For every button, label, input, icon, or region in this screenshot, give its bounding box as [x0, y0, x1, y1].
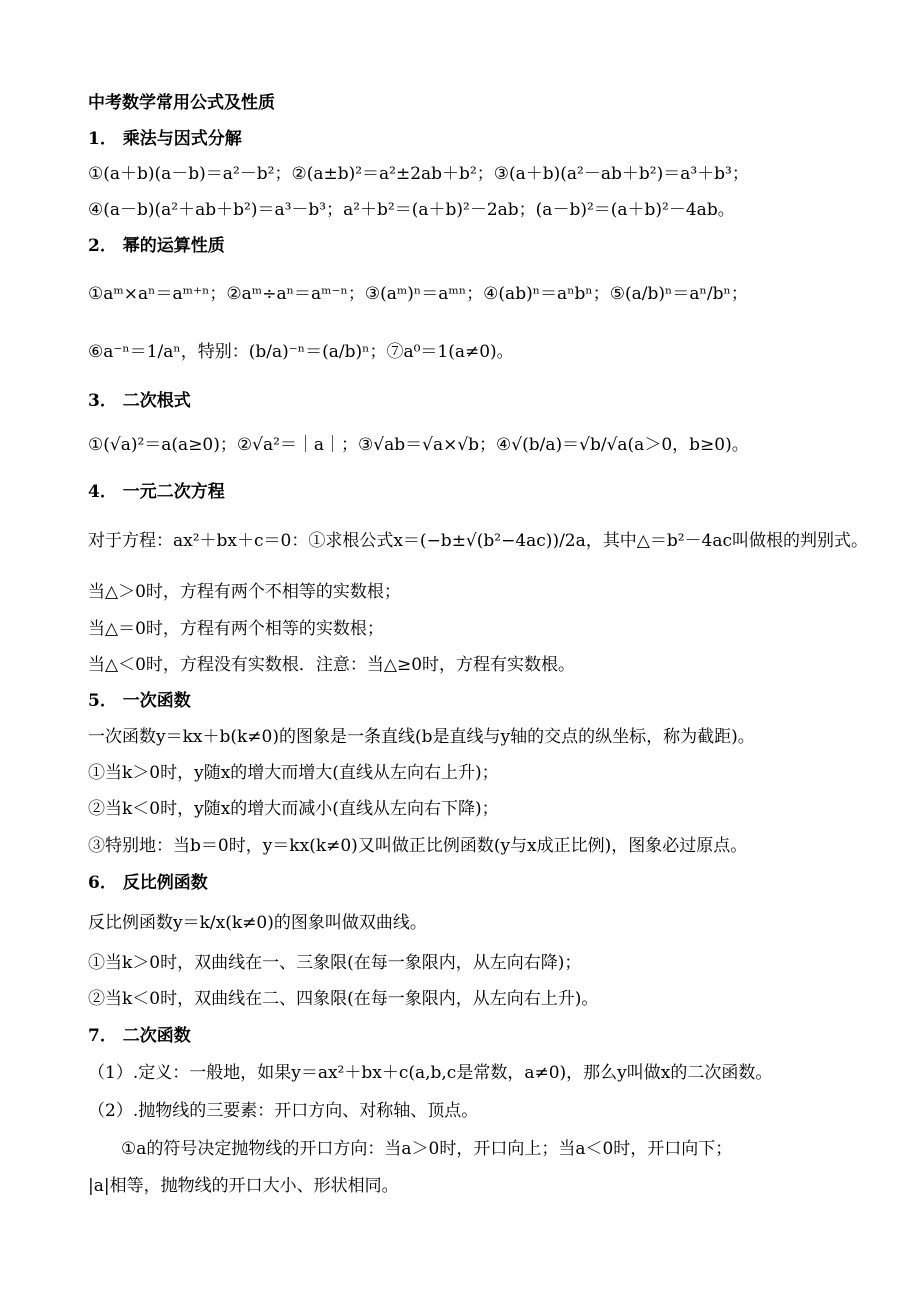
section-heading: 3． 二次根式 [88, 391, 191, 411]
section-heading: 5． 一次函数 [88, 691, 191, 711]
text-line: 当△＞0时，方程有两个不相等的实数根； [88, 582, 401, 602]
text-line: 反比例函数y＝k/x(k≠0)的图象叫做双曲线。 [88, 913, 427, 933]
text-line: ①a的符号决定抛物线的开口方向：当a＞0时，开口向上；当a＜0时，开口向下； [121, 1139, 733, 1159]
formula-line: 对于方程：ax²＋bx＋c＝0：①求根公式x＝(−b±√(b²−4ac))/2a，其中△＝b²－4ac叫做根的判别式。 [88, 531, 868, 551]
text-line: |a|相等，抛物线的开口大小、形状相同。 [88, 1176, 399, 1196]
section-heading: 2． 幂的运算性质 [88, 236, 225, 256]
formula-line: ①(a＋b)(a－b)＝a²－b²；②(a±b)²＝a²±2ab＋b²；③(a＋b)(a²－ab＋b²)＝a³＋b³； [88, 164, 749, 184]
text-line: ①当k＞0时，双曲线在一、三象限(在每一象限内，从左向右降)； [88, 953, 582, 973]
section-heading: 4． 一元二次方程 [88, 482, 225, 502]
section-heading: 1． 乘法与因式分解 [88, 129, 242, 149]
text-line: （2）.抛物线的三要素：开口方向、对称轴、顶点。 [88, 1101, 479, 1121]
text-line: 当△＝0时，方程有两个相等的实数根； [88, 619, 384, 639]
formula-line: ⑥a⁻ⁿ＝1/aⁿ，特别：(b/a)⁻ⁿ＝(a/b)ⁿ；⑦a⁰＝1(a≠0)。 [88, 342, 514, 362]
page-title: 中考数学常用公式及性质 [88, 93, 275, 113]
text-line: 一次函数y＝kx＋b(k≠0)的图象是一条直线(b是直线与y轴的交点的纵坐标，称为截距)。 [88, 727, 755, 747]
text-line: （1）.定义：一般地，如果y＝ax²＋bx＋c(a,b,c是常数，a≠0)，那么y叫做x的二次函数。 [88, 1063, 773, 1083]
text-line: ①当k＞0时，y随x的增大而增大(直线从左向右上升)； [88, 763, 499, 783]
text-line: ③特别地：当b＝0时，y＝kx(k≠0)又叫做正比例函数(y与x成正比例)，图象必过原点。 [88, 836, 748, 856]
text-line: 当△＜0时，方程没有实数根．注意：当△≥0时，方程有实数根。 [88, 655, 576, 675]
formula-line: ①(√a)²＝a(a≥0)；②√a²＝｜a｜；③√ab＝√a×√b；④√(b/a)＝√b/√a(a＞0，b≥0)。 [88, 435, 749, 455]
formula-line: ④(a－b)(a²＋ab＋b²)＝a³－b³；a²＋b²＝(a＋b)²－2ab；(a－b)²＝(a＋b)²－4ab。 [88, 200, 735, 220]
section-heading: 7． 二次函数 [88, 1026, 191, 1046]
text-line: ②当k＜0时，y随x的增大而减小(直线从左向右下降)； [88, 799, 499, 819]
text-line: ②当k＜0时，双曲线在二、四象限(在每一象限内，从左向右上升)。 [88, 989, 599, 1009]
section-heading: 6． 反比例函数 [88, 873, 208, 893]
formula-line: ①aᵐ×aⁿ＝aᵐ⁺ⁿ；②aᵐ÷aⁿ＝aᵐ⁻ⁿ；③(aᵐ)ⁿ＝aᵐⁿ；④(ab)ⁿ＝aⁿbⁿ；⑤(a/b)ⁿ＝aⁿ/bⁿ； [88, 284, 748, 304]
